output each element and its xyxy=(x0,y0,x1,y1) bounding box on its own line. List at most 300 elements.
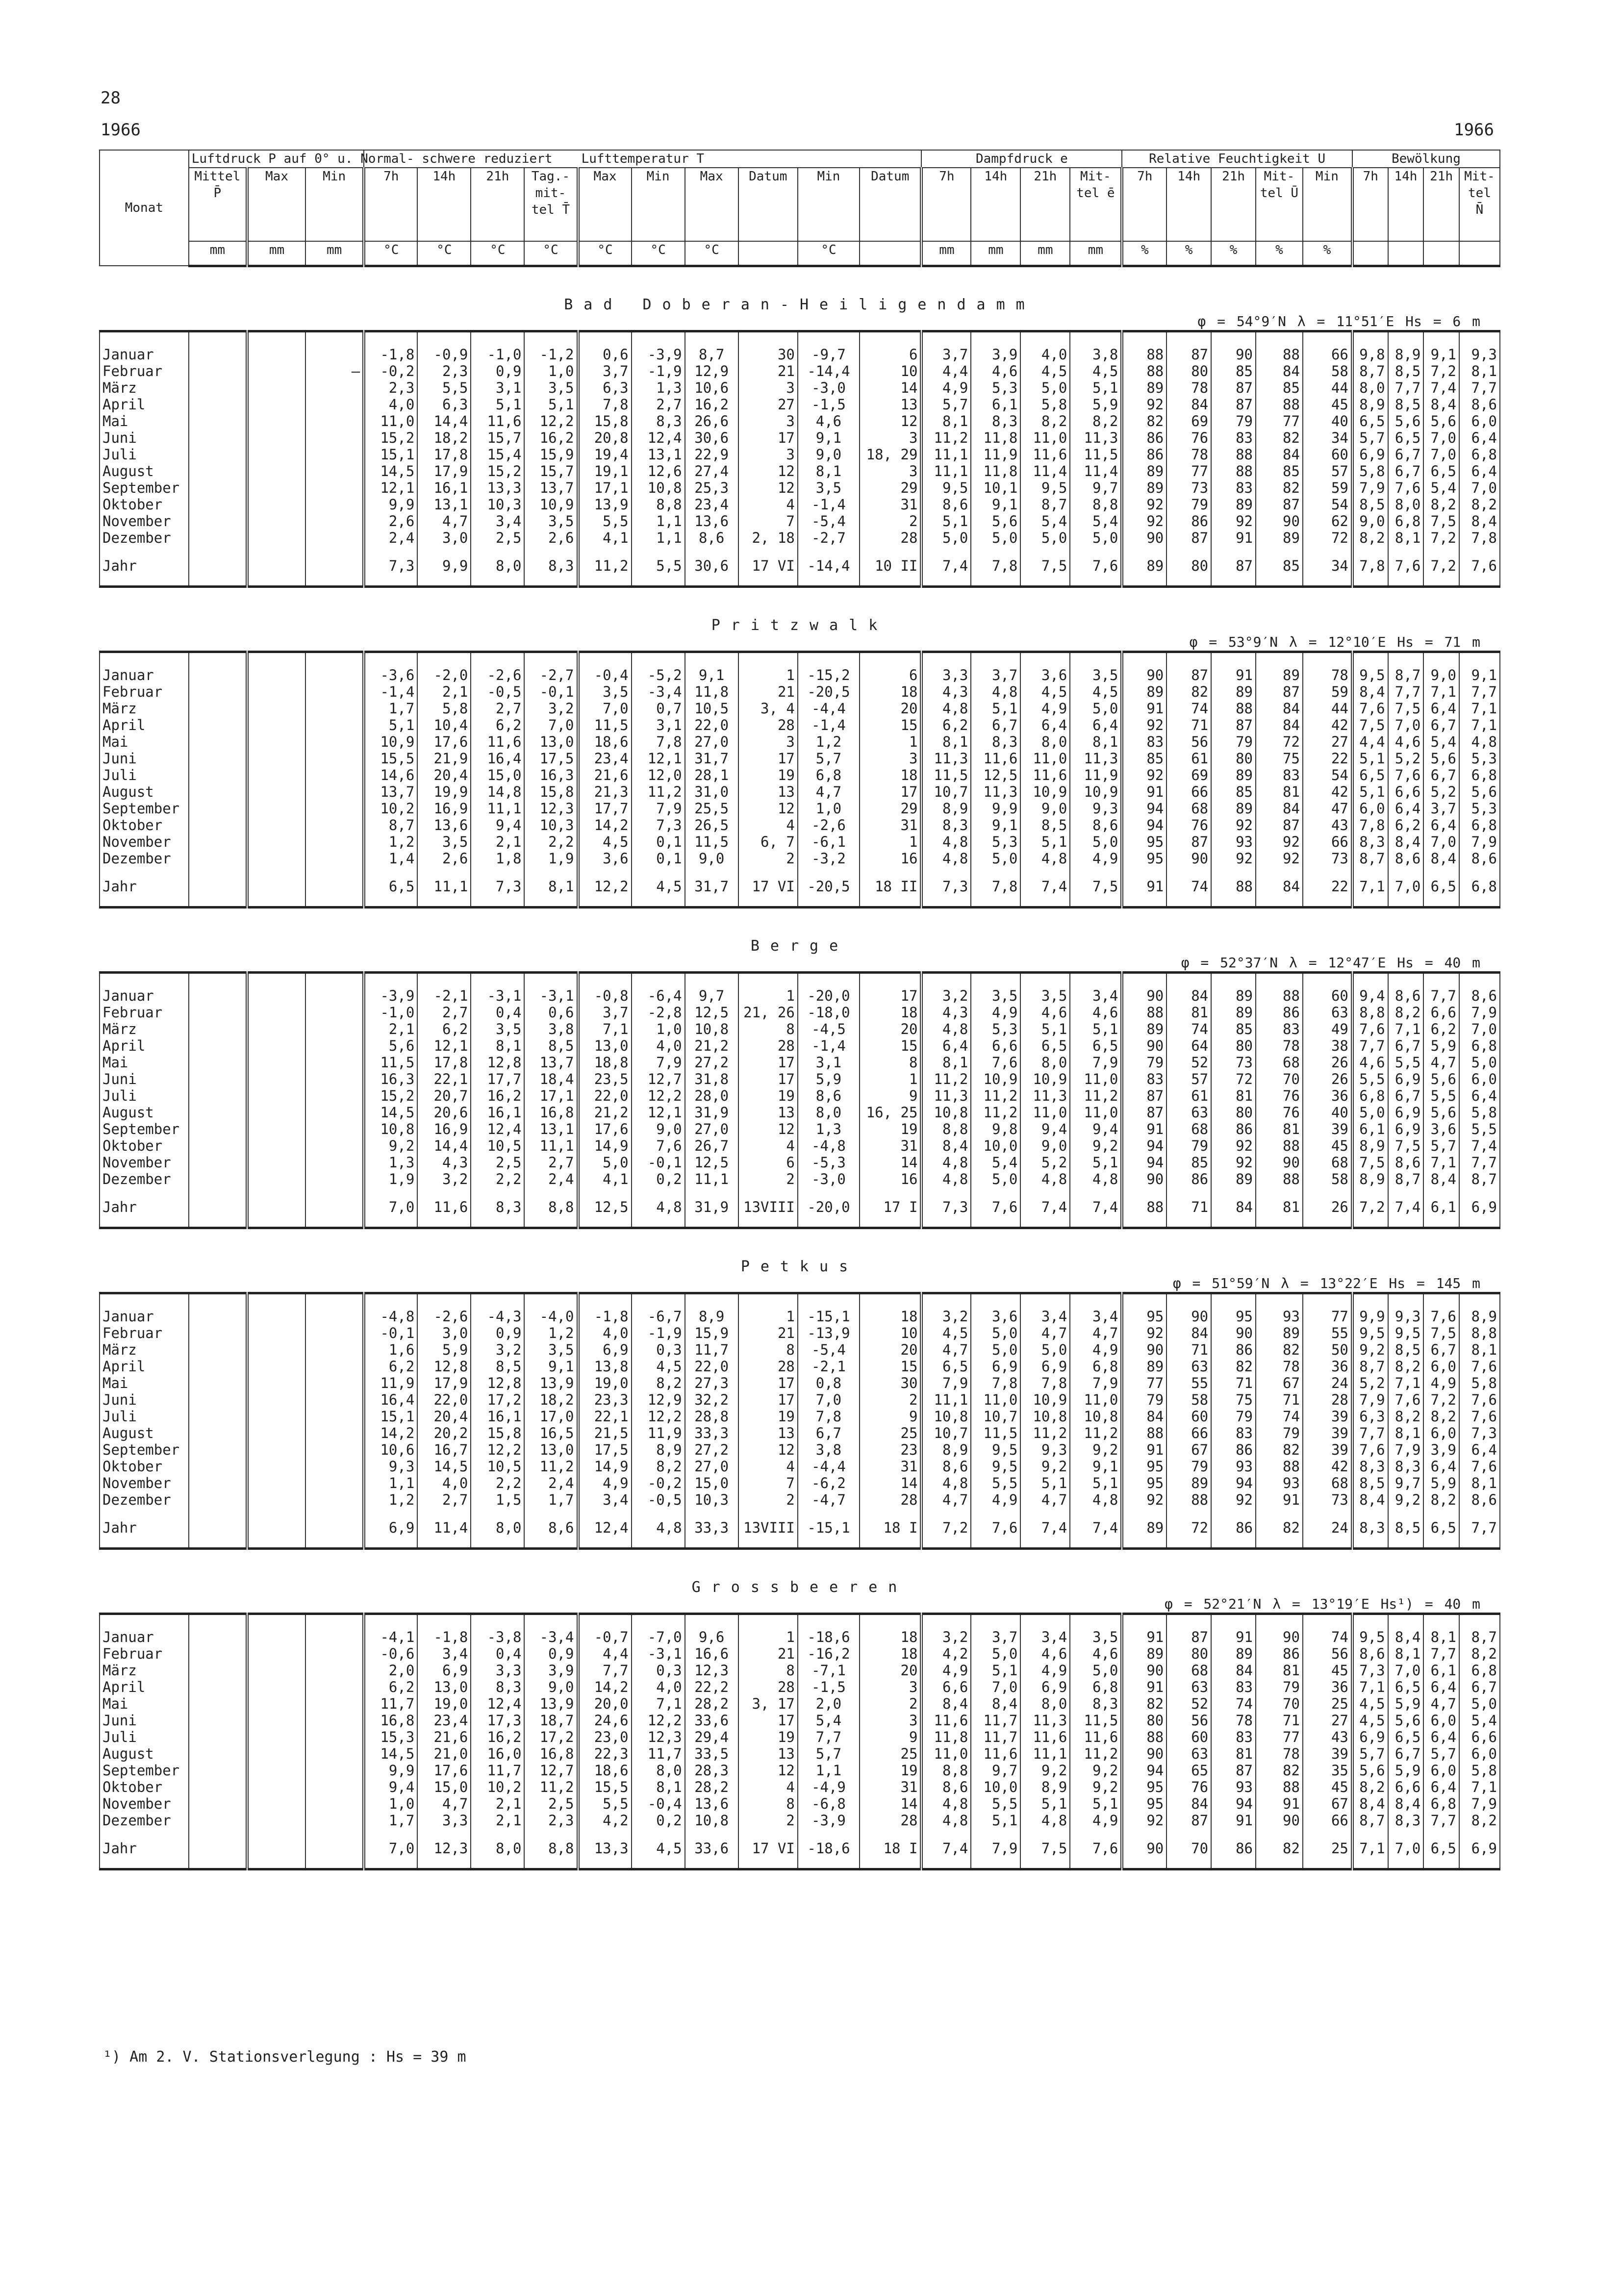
data-cell: 6,7 xyxy=(1423,1341,1459,1358)
data-cell: 6,6 xyxy=(1423,1004,1459,1021)
data-cell: -14,4 xyxy=(798,546,860,587)
column-header: 21h xyxy=(1211,168,1256,241)
data-cell: 11,3 xyxy=(971,783,1020,800)
data-cell: 9,0 xyxy=(1352,513,1388,530)
data-cell: 1,2 xyxy=(524,1325,578,1341)
data-cell: 86 xyxy=(1122,446,1166,463)
month-label: September xyxy=(100,1441,189,1458)
data-cell xyxy=(247,446,305,463)
data-cell: 7,6 xyxy=(632,1137,685,1154)
data-cell: 7,6 xyxy=(1352,1441,1388,1458)
data-cell: 10,3 xyxy=(471,496,524,513)
data-cell: 2,5 xyxy=(524,1795,578,1812)
data-cell: 8,3 xyxy=(524,546,578,587)
data-cell: 11,1 xyxy=(921,463,971,479)
data-cell: 11,6 xyxy=(471,733,524,750)
data-cell: 27,0 xyxy=(685,1121,738,1137)
data-cell: 11,8 xyxy=(921,1729,971,1745)
data-cell: 8,2 xyxy=(1352,530,1388,546)
data-cell: 1,9 xyxy=(524,850,578,867)
data-cell: 1 xyxy=(738,1308,798,1325)
data-cell: 0,1 xyxy=(632,850,685,867)
data-cell: 11,6 xyxy=(471,413,524,429)
station-coords-row xyxy=(100,1275,1500,1293)
month-row xyxy=(100,363,1500,379)
data-cell: 3,4 xyxy=(1070,1308,1122,1325)
data-cell: 7,6 xyxy=(1388,546,1424,587)
data-cell: 7,8 xyxy=(971,867,1020,908)
data-cell: 15,2 xyxy=(364,429,417,446)
data-cell: 36 xyxy=(1303,1358,1352,1375)
month-label: Juli xyxy=(100,1729,189,1745)
data-cell: 4,9 xyxy=(1423,1375,1459,1391)
month-row xyxy=(100,1425,1500,1441)
data-cell: 36 xyxy=(1303,1087,1352,1104)
data-cell: 17,6 xyxy=(417,733,471,750)
data-cell xyxy=(305,1325,364,1341)
data-cell: 45 xyxy=(1303,1662,1352,1679)
data-cell xyxy=(247,1695,305,1712)
month-label: Juni xyxy=(100,1391,189,1408)
data-cell: 35 xyxy=(1303,1762,1352,1779)
data-cell: 12 xyxy=(738,1441,798,1458)
data-cell: 93 xyxy=(1256,1475,1303,1491)
data-cell: 8,3 xyxy=(971,413,1020,429)
data-cell: 76 xyxy=(1166,1779,1211,1795)
data-cell: 7,9 xyxy=(971,1829,1020,1869)
data-cell: 7,7 xyxy=(1459,683,1500,700)
data-cell: 15,8 xyxy=(471,1425,524,1441)
data-cell: 10,5 xyxy=(471,1137,524,1154)
data-cell: 8,6 xyxy=(921,1779,971,1795)
data-cell: 17,8 xyxy=(417,1054,471,1071)
data-cell: 8,7 xyxy=(1352,1358,1388,1375)
data-cell: 20 xyxy=(860,1662,921,1679)
data-cell xyxy=(247,1325,305,1341)
data-cell: 4,6 xyxy=(1352,1054,1388,1071)
data-cell: -1,2 xyxy=(524,346,578,363)
data-cell: 30,6 xyxy=(685,429,738,446)
data-cell: 28,1 xyxy=(685,767,738,783)
station-name: Pritzwalk xyxy=(711,616,888,634)
data-cell: 12,5 xyxy=(685,1154,738,1171)
data-cell: 25,3 xyxy=(685,479,738,496)
data-cell: 31,8 xyxy=(685,1071,738,1087)
month-label: Juni xyxy=(100,1712,189,1729)
data-cell: 2 xyxy=(860,513,921,530)
data-cell: 12,3 xyxy=(632,1729,685,1745)
month-label: August xyxy=(100,783,189,800)
column-header: 21h xyxy=(1020,168,1070,241)
data-cell: 3,3 xyxy=(417,1812,471,1829)
data-cell: 7,9 xyxy=(1352,1391,1388,1408)
data-cell: 63 xyxy=(1166,1358,1211,1375)
data-cell: 2,7 xyxy=(524,1154,578,1171)
data-cell: 28 xyxy=(738,1679,798,1695)
data-cell xyxy=(189,413,247,429)
data-cell: 31,0 xyxy=(685,783,738,800)
data-cell: 4,0 xyxy=(632,1037,685,1054)
data-cell xyxy=(305,1071,364,1087)
data-cell: 85 xyxy=(1256,546,1303,587)
data-cell: 8,4 xyxy=(1388,833,1424,850)
data-cell xyxy=(189,1491,247,1508)
data-cell: 8,0 xyxy=(1352,379,1388,396)
data-cell: -4,4 xyxy=(798,1458,860,1475)
data-cell: 8 xyxy=(738,1341,798,1358)
data-cell: 6 xyxy=(860,667,921,683)
data-cell: 8,6 xyxy=(798,1087,860,1104)
data-cell: 21 xyxy=(738,1645,798,1662)
data-cell: 5,5 xyxy=(1352,1071,1388,1087)
data-cell: 61 xyxy=(1166,1087,1211,1104)
column-unit: % xyxy=(1256,241,1303,266)
data-cell xyxy=(247,1037,305,1054)
month-row xyxy=(100,1004,1500,1021)
data-cell: 3,8 xyxy=(798,1441,860,1458)
data-cell: 84 xyxy=(1211,1187,1256,1228)
data-cell: 3,2 xyxy=(417,1171,471,1187)
data-cell: 27 xyxy=(738,396,798,413)
data-cell: 21,0 xyxy=(417,1745,471,1762)
data-cell: 4 xyxy=(738,817,798,833)
data-cell: 8,4 xyxy=(1423,396,1459,413)
data-cell: 10 xyxy=(860,1325,921,1341)
data-cell: 72 xyxy=(1166,1508,1211,1549)
data-cell: 3 xyxy=(738,379,798,396)
data-cell xyxy=(305,546,364,587)
data-cell xyxy=(247,1121,305,1137)
month-row xyxy=(100,396,1500,413)
data-cell: 8,1 xyxy=(1388,530,1424,546)
data-cell xyxy=(305,750,364,767)
data-cell: 86 xyxy=(1122,429,1166,446)
station-name: Grossbeeren xyxy=(691,1578,908,1596)
data-cell: 10,8 xyxy=(921,1104,971,1121)
data-cell: 3,5 xyxy=(524,379,578,396)
data-cell: -18,6 xyxy=(798,1829,860,1869)
data-cell: 1 xyxy=(738,1629,798,1645)
data-cell: 21,9 xyxy=(417,750,471,767)
data-cell: 17,2 xyxy=(524,1729,578,1745)
data-cell: 6,4 xyxy=(1020,717,1070,733)
data-cell: 7,6 xyxy=(1459,1358,1500,1375)
data-cell: 22,1 xyxy=(417,1071,471,1087)
data-cell xyxy=(305,1508,364,1549)
data-cell: 69 xyxy=(1166,413,1211,429)
data-cell: 13 xyxy=(738,783,798,800)
data-cell: 5,0 xyxy=(971,1645,1020,1662)
data-cell: 2,4 xyxy=(524,1475,578,1491)
data-cell: 1,6 xyxy=(364,1341,417,1358)
data-cell: 6,0 xyxy=(1423,1358,1459,1375)
data-cell: 8,8 xyxy=(524,1187,578,1228)
data-cell: 8,4 xyxy=(971,1695,1020,1712)
data-cell: 3 xyxy=(860,463,921,479)
month-label: Juli xyxy=(100,1087,189,1104)
month-row xyxy=(100,1037,1500,1054)
month-label: Oktober xyxy=(100,496,189,513)
data-cell: 14,4 xyxy=(417,1137,471,1154)
data-cell xyxy=(305,1441,364,1458)
data-cell: 9,0 xyxy=(1020,1137,1070,1154)
data-cell: 11,6 xyxy=(417,1187,471,1228)
column-unit: °C xyxy=(685,241,738,266)
data-cell: 31 xyxy=(860,1779,921,1795)
data-cell: 20,0 xyxy=(578,1695,632,1712)
data-cell: -6,4 xyxy=(632,987,685,1004)
data-cell: 7,5 xyxy=(1423,1325,1459,1341)
data-cell: 11,7 xyxy=(632,1745,685,1762)
data-cell: 17,1 xyxy=(578,479,632,496)
data-cell: 16,0 xyxy=(471,1745,524,1762)
data-cell: 17 VI xyxy=(738,867,798,908)
data-cell: 3,9 xyxy=(971,346,1020,363)
data-cell: -5,4 xyxy=(798,513,860,530)
data-cell: -2,1 xyxy=(798,1358,860,1375)
month-label: Mai xyxy=(100,1054,189,1071)
data-cell: 5,0 xyxy=(971,530,1020,546)
data-cell: 79 xyxy=(1122,1054,1166,1071)
column-unit xyxy=(1388,241,1424,266)
data-cell: 7,0 xyxy=(364,1187,417,1228)
data-cell: 8,4 xyxy=(921,1137,971,1154)
data-cell: 22,0 xyxy=(578,1087,632,1104)
column-header-row xyxy=(100,168,1500,241)
data-cell: 88 xyxy=(1256,396,1303,413)
data-cell: 11,5 xyxy=(578,717,632,733)
data-cell: 26,6 xyxy=(685,413,738,429)
year-total-row xyxy=(100,546,1500,587)
data-cell: 9,2 xyxy=(1020,1762,1070,1779)
data-cell: 87 xyxy=(1166,667,1211,683)
data-cell xyxy=(247,1441,305,1458)
data-cell: 8,6 xyxy=(685,530,738,546)
data-cell: 6,8 xyxy=(798,767,860,783)
data-cell: 9,0 xyxy=(685,850,738,867)
data-cell: 24 xyxy=(1303,1508,1352,1549)
data-cell: 7,2 xyxy=(1423,363,1459,379)
month-row xyxy=(100,1408,1500,1425)
data-cell: 5,0 xyxy=(578,1154,632,1171)
data-cell: 47 xyxy=(1303,800,1352,817)
data-cell: 8,5 xyxy=(1388,363,1424,379)
data-cell: 11,0 xyxy=(971,1391,1020,1408)
data-cell: 4,9 xyxy=(921,1662,971,1679)
data-cell: 9,1 xyxy=(524,1358,578,1375)
data-cell: 89 xyxy=(1122,479,1166,496)
month-label: Juli xyxy=(100,1408,189,1425)
data-cell xyxy=(305,1712,364,1729)
data-cell xyxy=(189,1695,247,1712)
data-cell: 79 xyxy=(1166,496,1211,513)
data-cell: 76 xyxy=(1166,817,1211,833)
data-cell xyxy=(189,1662,247,1679)
data-cell: 5,9 xyxy=(1388,1695,1424,1712)
data-cell: 9,7 xyxy=(1388,1475,1424,1491)
data-cell: 8,0 xyxy=(471,546,524,587)
data-cell: 92 xyxy=(1211,1491,1256,1508)
data-cell: 15,1 xyxy=(364,446,417,463)
column-unit: °C xyxy=(364,241,417,266)
data-cell: 11,2 xyxy=(524,1458,578,1475)
data-cell: 5,3 xyxy=(971,833,1020,850)
data-cell: 4,8 xyxy=(921,1475,971,1491)
data-cell: -0,1 xyxy=(632,1154,685,1171)
data-cell: 3 xyxy=(738,413,798,429)
data-cell: 19 xyxy=(738,767,798,783)
data-cell xyxy=(189,1441,247,1458)
data-cell: 11,7 xyxy=(971,1712,1020,1729)
data-cell: 11,1 xyxy=(417,867,471,908)
data-cell: 79 xyxy=(1211,1408,1256,1425)
data-cell xyxy=(305,496,364,513)
data-cell: 6,0 xyxy=(1423,1712,1459,1729)
data-cell: 5,7 xyxy=(921,396,971,413)
data-cell: 86 xyxy=(1211,1508,1256,1549)
data-cell xyxy=(189,867,247,908)
data-cell: 9,7 xyxy=(1070,479,1122,496)
data-cell: 7,6 xyxy=(1388,479,1424,496)
data-cell: 87 xyxy=(1122,1087,1166,1104)
data-cell: 7,0 xyxy=(1388,1829,1424,1869)
data-cell: 10,7 xyxy=(921,1425,971,1441)
data-cell xyxy=(247,1458,305,1475)
data-cell: 6,1 xyxy=(1352,1121,1388,1137)
data-cell: 2 xyxy=(860,1391,921,1408)
month-row xyxy=(100,413,1500,429)
data-cell: 7,7 xyxy=(1423,987,1459,1004)
data-cell: -1,8 xyxy=(417,1629,471,1645)
data-cell: 7,7 xyxy=(1388,683,1424,700)
data-cell: 11,2 xyxy=(1020,1425,1070,1441)
data-cell: 9,4 xyxy=(1070,1121,1122,1137)
data-cell: 1,2 xyxy=(798,733,860,750)
data-cell: 4,5 xyxy=(632,867,685,908)
data-cell: 93 xyxy=(1211,1458,1256,1475)
data-cell: -4,9 xyxy=(798,1779,860,1795)
data-cell: 7,3 xyxy=(921,1187,971,1228)
data-cell: 10,9 xyxy=(1070,783,1122,800)
data-cell: 5,1 xyxy=(471,396,524,413)
month-label: September xyxy=(100,479,189,496)
data-cell: 4,1 xyxy=(578,1171,632,1187)
data-cell: 8,4 xyxy=(1388,1795,1424,1812)
data-cell: 4,3 xyxy=(417,1154,471,1171)
data-cell: 2,7 xyxy=(471,700,524,717)
data-cell xyxy=(247,479,305,496)
data-cell xyxy=(305,783,364,800)
data-cell: 13 xyxy=(738,1745,798,1762)
data-cell: 11,2 xyxy=(971,1104,1020,1121)
data-cell: 18,6 xyxy=(578,1762,632,1779)
data-cell: 11,4 xyxy=(417,1508,471,1549)
data-cell: 8,4 xyxy=(1423,850,1459,867)
data-cell: 23,5 xyxy=(578,1071,632,1087)
data-cell xyxy=(189,1341,247,1358)
data-cell: -0,5 xyxy=(471,683,524,700)
data-cell: 3,9 xyxy=(524,1662,578,1679)
data-cell xyxy=(305,850,364,867)
data-cell: 9,0 xyxy=(524,1679,578,1695)
data-cell: 9,3 xyxy=(1388,1308,1424,1325)
data-cell: 23,4 xyxy=(578,750,632,767)
data-cell: 8,4 xyxy=(1352,1795,1388,1812)
data-cell: 3 xyxy=(738,446,798,463)
column-header: 7h xyxy=(1122,168,1166,241)
data-cell: 60 xyxy=(1303,987,1352,1004)
data-cell: 4,8 xyxy=(921,1154,971,1171)
data-cell: 9,3 xyxy=(1070,800,1122,817)
data-cell: 14,2 xyxy=(578,1679,632,1695)
data-cell: 8,1 xyxy=(1388,1425,1424,1441)
data-cell: 4,5 xyxy=(1352,1712,1388,1729)
data-cell: 6,0 xyxy=(1423,1425,1459,1441)
data-cell: 8,2 xyxy=(1459,1812,1500,1829)
data-cell: 6,8 xyxy=(1459,1037,1500,1054)
data-cell: 2,4 xyxy=(364,530,417,546)
data-cell: 33,6 xyxy=(685,1829,738,1869)
month-label: Januar xyxy=(100,987,189,1004)
data-cell: 82 xyxy=(1256,1341,1303,1358)
data-cell: 3 xyxy=(860,429,921,446)
month-label: Oktober xyxy=(100,1458,189,1475)
data-cell: 6,8 xyxy=(1459,1662,1500,1679)
data-cell xyxy=(189,1829,247,1869)
data-cell: 6,4 xyxy=(1423,1729,1459,1745)
data-cell: 6,4 xyxy=(1423,1679,1459,1695)
data-cell xyxy=(247,1745,305,1762)
data-cell xyxy=(247,1712,305,1729)
data-cell: 6,8 xyxy=(1459,817,1500,833)
data-cell: 22,3 xyxy=(578,1745,632,1762)
data-cell: 6,4 xyxy=(1423,1458,1459,1475)
data-cell: 11,7 xyxy=(471,1762,524,1779)
data-cell: 3,5 xyxy=(798,479,860,496)
data-cell: 89 xyxy=(1256,530,1303,546)
data-cell: 18 xyxy=(860,1645,921,1662)
data-cell: 1,0 xyxy=(364,1795,417,1812)
data-cell: 4,6 xyxy=(1070,1004,1122,1021)
data-cell: 5,9 xyxy=(798,1071,860,1087)
data-cell: 10,7 xyxy=(921,783,971,800)
data-cell: 70 xyxy=(1256,1695,1303,1712)
data-cell: 6,4 xyxy=(1423,700,1459,717)
data-cell: 81 xyxy=(1211,1087,1256,1104)
data-cell: 9,0 xyxy=(1423,667,1459,683)
data-cell: 5,9 xyxy=(1423,1475,1459,1491)
data-cell: 7,9 xyxy=(1352,479,1388,496)
data-cell xyxy=(247,1645,305,1662)
data-cell: 6,0 xyxy=(1459,1745,1500,1762)
data-cell: 87 xyxy=(1256,496,1303,513)
data-cell: 6,4 xyxy=(1459,463,1500,479)
data-cell: 66 xyxy=(1303,346,1352,363)
data-cell xyxy=(247,1308,305,1325)
data-cell: 5,5 xyxy=(1459,1121,1500,1137)
data-cell: 8,3 xyxy=(471,1187,524,1228)
data-cell: 6,0 xyxy=(1459,413,1500,429)
data-cell: 10,8 xyxy=(632,479,685,496)
data-cell: 6,9 xyxy=(417,1662,471,1679)
data-cell: 89 xyxy=(1166,1475,1211,1491)
data-cell: 42 xyxy=(1303,1458,1352,1475)
data-cell: -2,7 xyxy=(798,530,860,546)
month-label: November xyxy=(100,833,189,850)
data-cell: 8,3 xyxy=(471,1679,524,1695)
column-header: Max xyxy=(247,168,305,241)
data-cell: 5,4 xyxy=(971,1154,1020,1171)
